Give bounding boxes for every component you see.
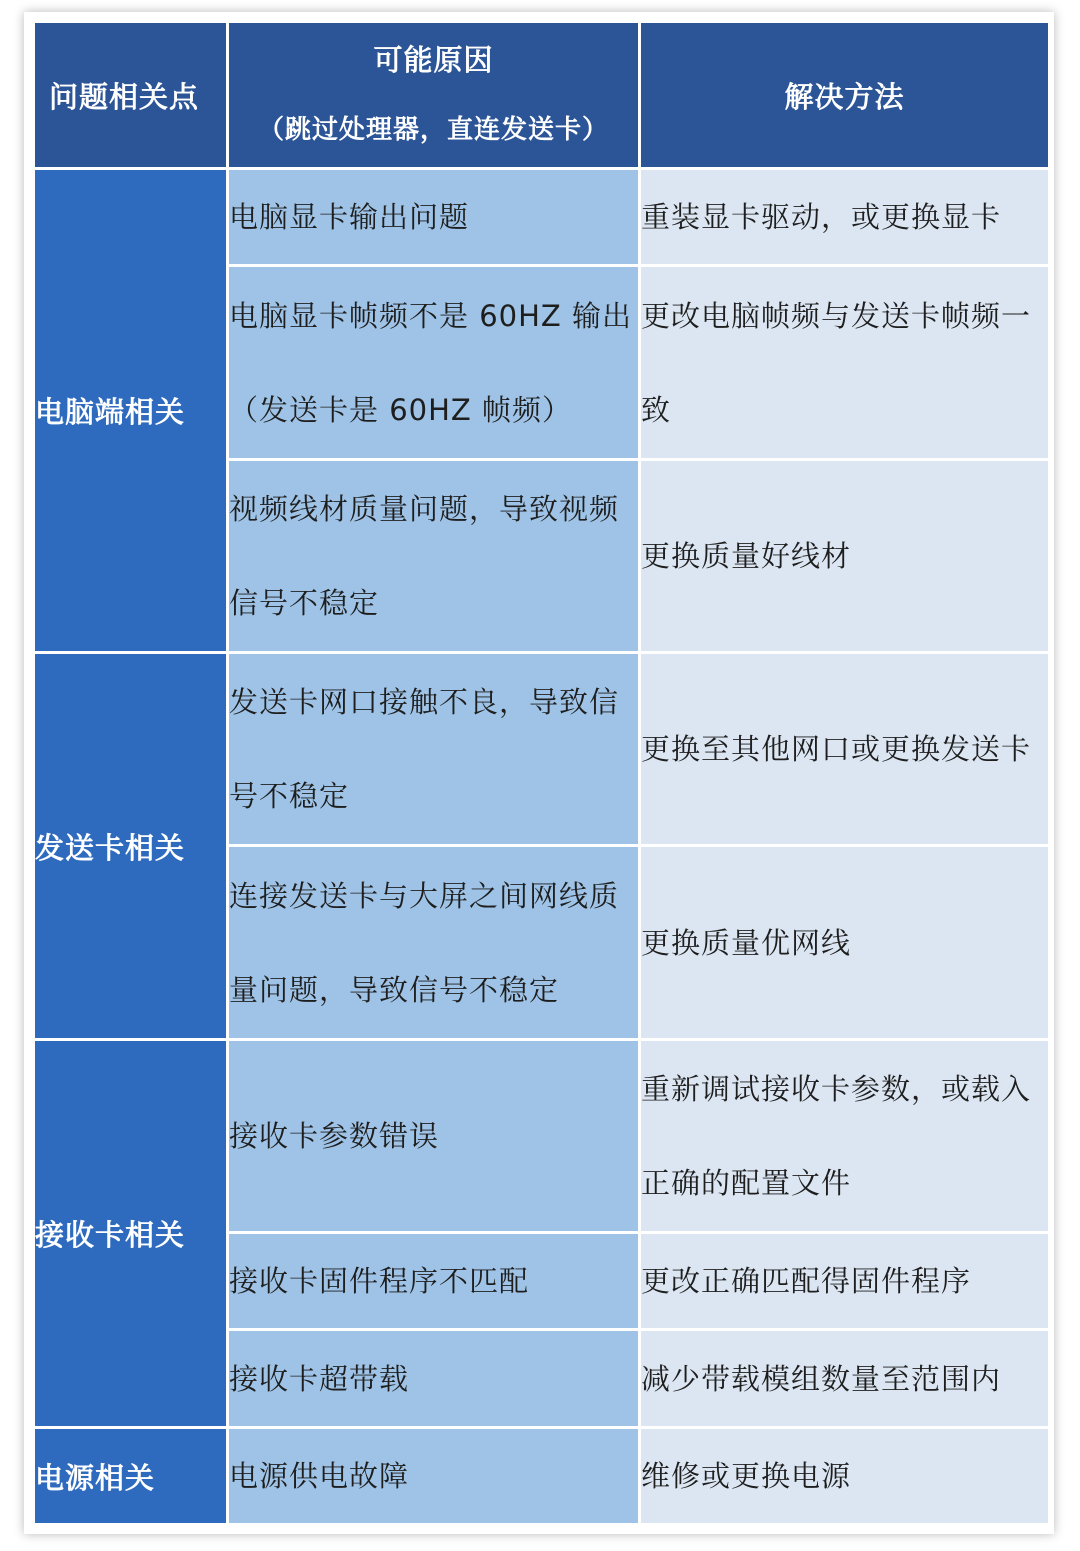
solution-cell: 更换至其他网口或更换发送卡 bbox=[640, 653, 1050, 846]
table-frame bbox=[24, 12, 1054, 1534]
solution-cell: 更改正确匹配得固件程序 bbox=[640, 1233, 1050, 1330]
cause-cell: 连接发送卡与大屏之间网线质量问题，导致信号不稳定 bbox=[228, 846, 640, 1040]
header-cause-subtitle: （跳过处理器，直连发送卡） bbox=[257, 115, 609, 145]
cause-cell: 视频线材质量问题，导致视频信号不稳定 bbox=[228, 460, 640, 653]
cause-cell: 电源供电故障 bbox=[228, 1428, 640, 1525]
solution-cell: 更换质量好线材 bbox=[640, 460, 1050, 653]
header-solution: 解决方法 bbox=[640, 22, 1050, 169]
header-cause bbox=[228, 22, 640, 169]
cause-cell: 接收卡超带载 bbox=[228, 1330, 640, 1428]
cause-cell: 接收卡固件程序不匹配 bbox=[228, 1233, 640, 1330]
category-cell-power: 电源相关 bbox=[34, 1428, 228, 1525]
category-cell-computer: 电脑端相关 bbox=[34, 169, 228, 653]
header-row bbox=[34, 22, 1050, 169]
table-row bbox=[34, 1040, 1050, 1233]
cause-cell: 电脑显卡帧频不是 60HZ 输出（发送卡是 60HZ 帧频） bbox=[228, 266, 640, 460]
solution-cell: 维修或更换电源 bbox=[640, 1428, 1050, 1525]
table-row bbox=[34, 653, 1050, 846]
troubleshooting-table bbox=[32, 20, 1051, 1526]
cause-cell: 接收卡参数错误 bbox=[228, 1040, 640, 1233]
header-cause-title: 可能原因 bbox=[373, 43, 494, 77]
solution-cell: 更改电脑帧频与发送卡帧频一致 bbox=[640, 266, 1050, 460]
table-row bbox=[34, 169, 1050, 266]
cause-cell: 电脑显卡输出问题 bbox=[228, 169, 640, 266]
solution-cell: 重新调试接收卡参数，或载入正确的配置文件 bbox=[640, 1040, 1050, 1233]
cause-cell: 发送卡网口接触不良，导致信号不稳定 bbox=[228, 653, 640, 846]
table-row bbox=[34, 1428, 1050, 1525]
header-category: 问题相关点 bbox=[34, 22, 228, 169]
category-cell-receiver: 接收卡相关 bbox=[34, 1040, 228, 1428]
category-cell-sender: 发送卡相关 bbox=[34, 653, 228, 1040]
solution-cell: 更换质量优网线 bbox=[640, 846, 1050, 1040]
solution-cell: 减少带载模组数量至范围内 bbox=[640, 1330, 1050, 1428]
solution-cell: 重装显卡驱动，或更换显卡 bbox=[640, 169, 1050, 266]
